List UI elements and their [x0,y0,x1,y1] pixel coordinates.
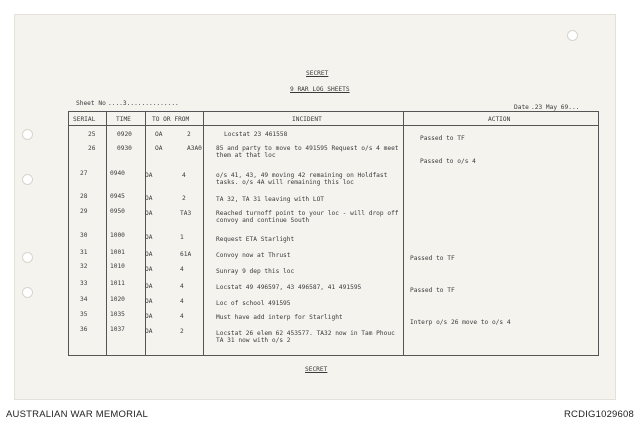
row-36-from: 2 [180,328,184,335]
row-33-to: OA [145,283,153,290]
classification-top: SECRET [306,70,329,77]
column-rule [203,111,204,356]
row-34-serial: 34 [80,296,88,303]
row-28-from: 2 [182,195,186,202]
row-31-serial: 31 [80,249,88,256]
row-36-time: 1037 [110,326,125,333]
row-26-time: 0930 [117,145,132,152]
row-32-to: OA [145,266,153,273]
row-36-serial: 36 [80,326,88,333]
row-34-time: 1020 [110,296,125,303]
row-32-from: 4 [180,266,184,273]
punch-hole [22,287,33,298]
row-25-from: 2 [187,131,191,138]
row-25-to: OA [155,131,163,138]
row-26-action: Passed to o/s 4 [420,158,476,165]
row-26-serial: 26 [88,145,96,152]
column-header-time: TIME [116,116,131,123]
sheet-number-label: Sheet No [76,100,106,107]
document-title: 9 RAR LOG SHEETS [290,86,350,93]
row-33-time: 1011 [110,280,125,287]
row-29-from: TA3 [180,210,192,217]
row-35-serial: 35 [80,311,88,318]
row-30-time: 1000 [110,232,125,239]
row-27-incident: o/s 41, 43, 49 moving 42 remaining on Holdfast tasks. o/s 4A will remaining this loc [216,172,388,186]
row-35-from: 4 [180,313,184,320]
row-34-from: 4 [180,298,184,305]
row-30-serial: 30 [80,232,88,239]
row-31-incident: Convoy now at Thrust [216,252,291,259]
archive-reference: RCDIG1029608 [564,409,634,420]
row-31-from: 61A [180,251,192,258]
column-rule [106,111,107,356]
row-28-incident: TA 32, TA 31 leaving with LOT [216,196,325,203]
row-25-action: Passed to TF [420,135,465,142]
row-27-to: OA [145,172,153,179]
column-header-incident: INCIDENT [292,116,322,123]
classification-bottom: SECRET [305,366,328,373]
column-header-serial: SERIAL [73,116,96,123]
row-33-action: Passed to TF [410,287,455,294]
row-31-time: 1001 [110,249,125,256]
row-25-serial: 25 [88,131,96,138]
row-35-incident: Must have add interp for Starlight [216,314,343,321]
row-33-incident: Locstat 49 496597, 43 496587, 41 491595 [216,284,362,291]
row-35-to: OA [145,313,153,320]
row-30-incident: Request ETA Starlight [216,236,295,243]
row-33-from: 4 [180,283,184,290]
row-31-to: OA [145,251,153,258]
row-28-time: 0945 [110,193,125,200]
row-25-time: 0920 [117,131,132,138]
date-label: Date [514,104,529,111]
table-bottom-rule [68,355,599,356]
table-header-rule [68,125,599,126]
sheet-number-value: ....3.............. [108,100,179,107]
row-32-time: 1010 [110,263,125,270]
row-35-action: Interp o/s 26 move to o/s 4 [410,319,511,326]
column-rule [403,111,404,356]
row-26-incident: 85 and party to move to 491595 Request o/s 4 meet them at that loc [216,145,399,159]
row-29-incident: Reached turnoff point to your loc - will drop off convoy and continue South [216,210,399,224]
row-33-serial: 33 [80,280,88,287]
punch-hole [22,129,33,140]
table-top-rule [68,111,599,112]
punch-hole [567,30,578,41]
row-32-incident: Sunray 9 dep this loc [216,268,295,275]
column-header-to-from: TO OR FROM [152,116,190,123]
row-36-to: OA [145,328,153,335]
row-26-from: A3A0 [187,145,202,152]
row-29-time: 0950 [110,208,125,215]
punch-hole [22,252,33,263]
row-34-to: OA [145,298,153,305]
row-28-to: OA [145,195,153,202]
row-26-to: OA [155,145,163,152]
punch-hole [22,174,33,185]
row-29-serial: 29 [80,208,88,215]
column-header-action: ACTION [488,116,511,123]
row-30-to: OA [145,234,153,241]
date-value: .23 May 69... [531,104,580,111]
row-35-time: 1035 [110,311,125,318]
archive-credit: AUSTRALIAN WAR MEMORIAL [6,409,149,420]
row-34-incident: Loc of school 491595 [216,300,291,307]
row-27-time: 0940 [110,170,125,177]
row-30-from: 1 [180,234,184,241]
row-31-action: Passed to TF [410,255,455,262]
row-28-serial: 28 [80,193,88,200]
row-25-incident: Locstat 23 461558 [224,131,288,138]
row-27-from: 4 [182,172,186,179]
row-29-to: OA [145,210,153,217]
column-rule [598,111,599,356]
row-36-incident: Locstat 26 elem 62 453577. TA32 now in Tam Phouc TA 31 now with o/s 2 [216,330,395,344]
row-27-serial: 27 [80,170,88,177]
row-32-serial: 32 [80,263,88,270]
column-rule [68,111,69,356]
